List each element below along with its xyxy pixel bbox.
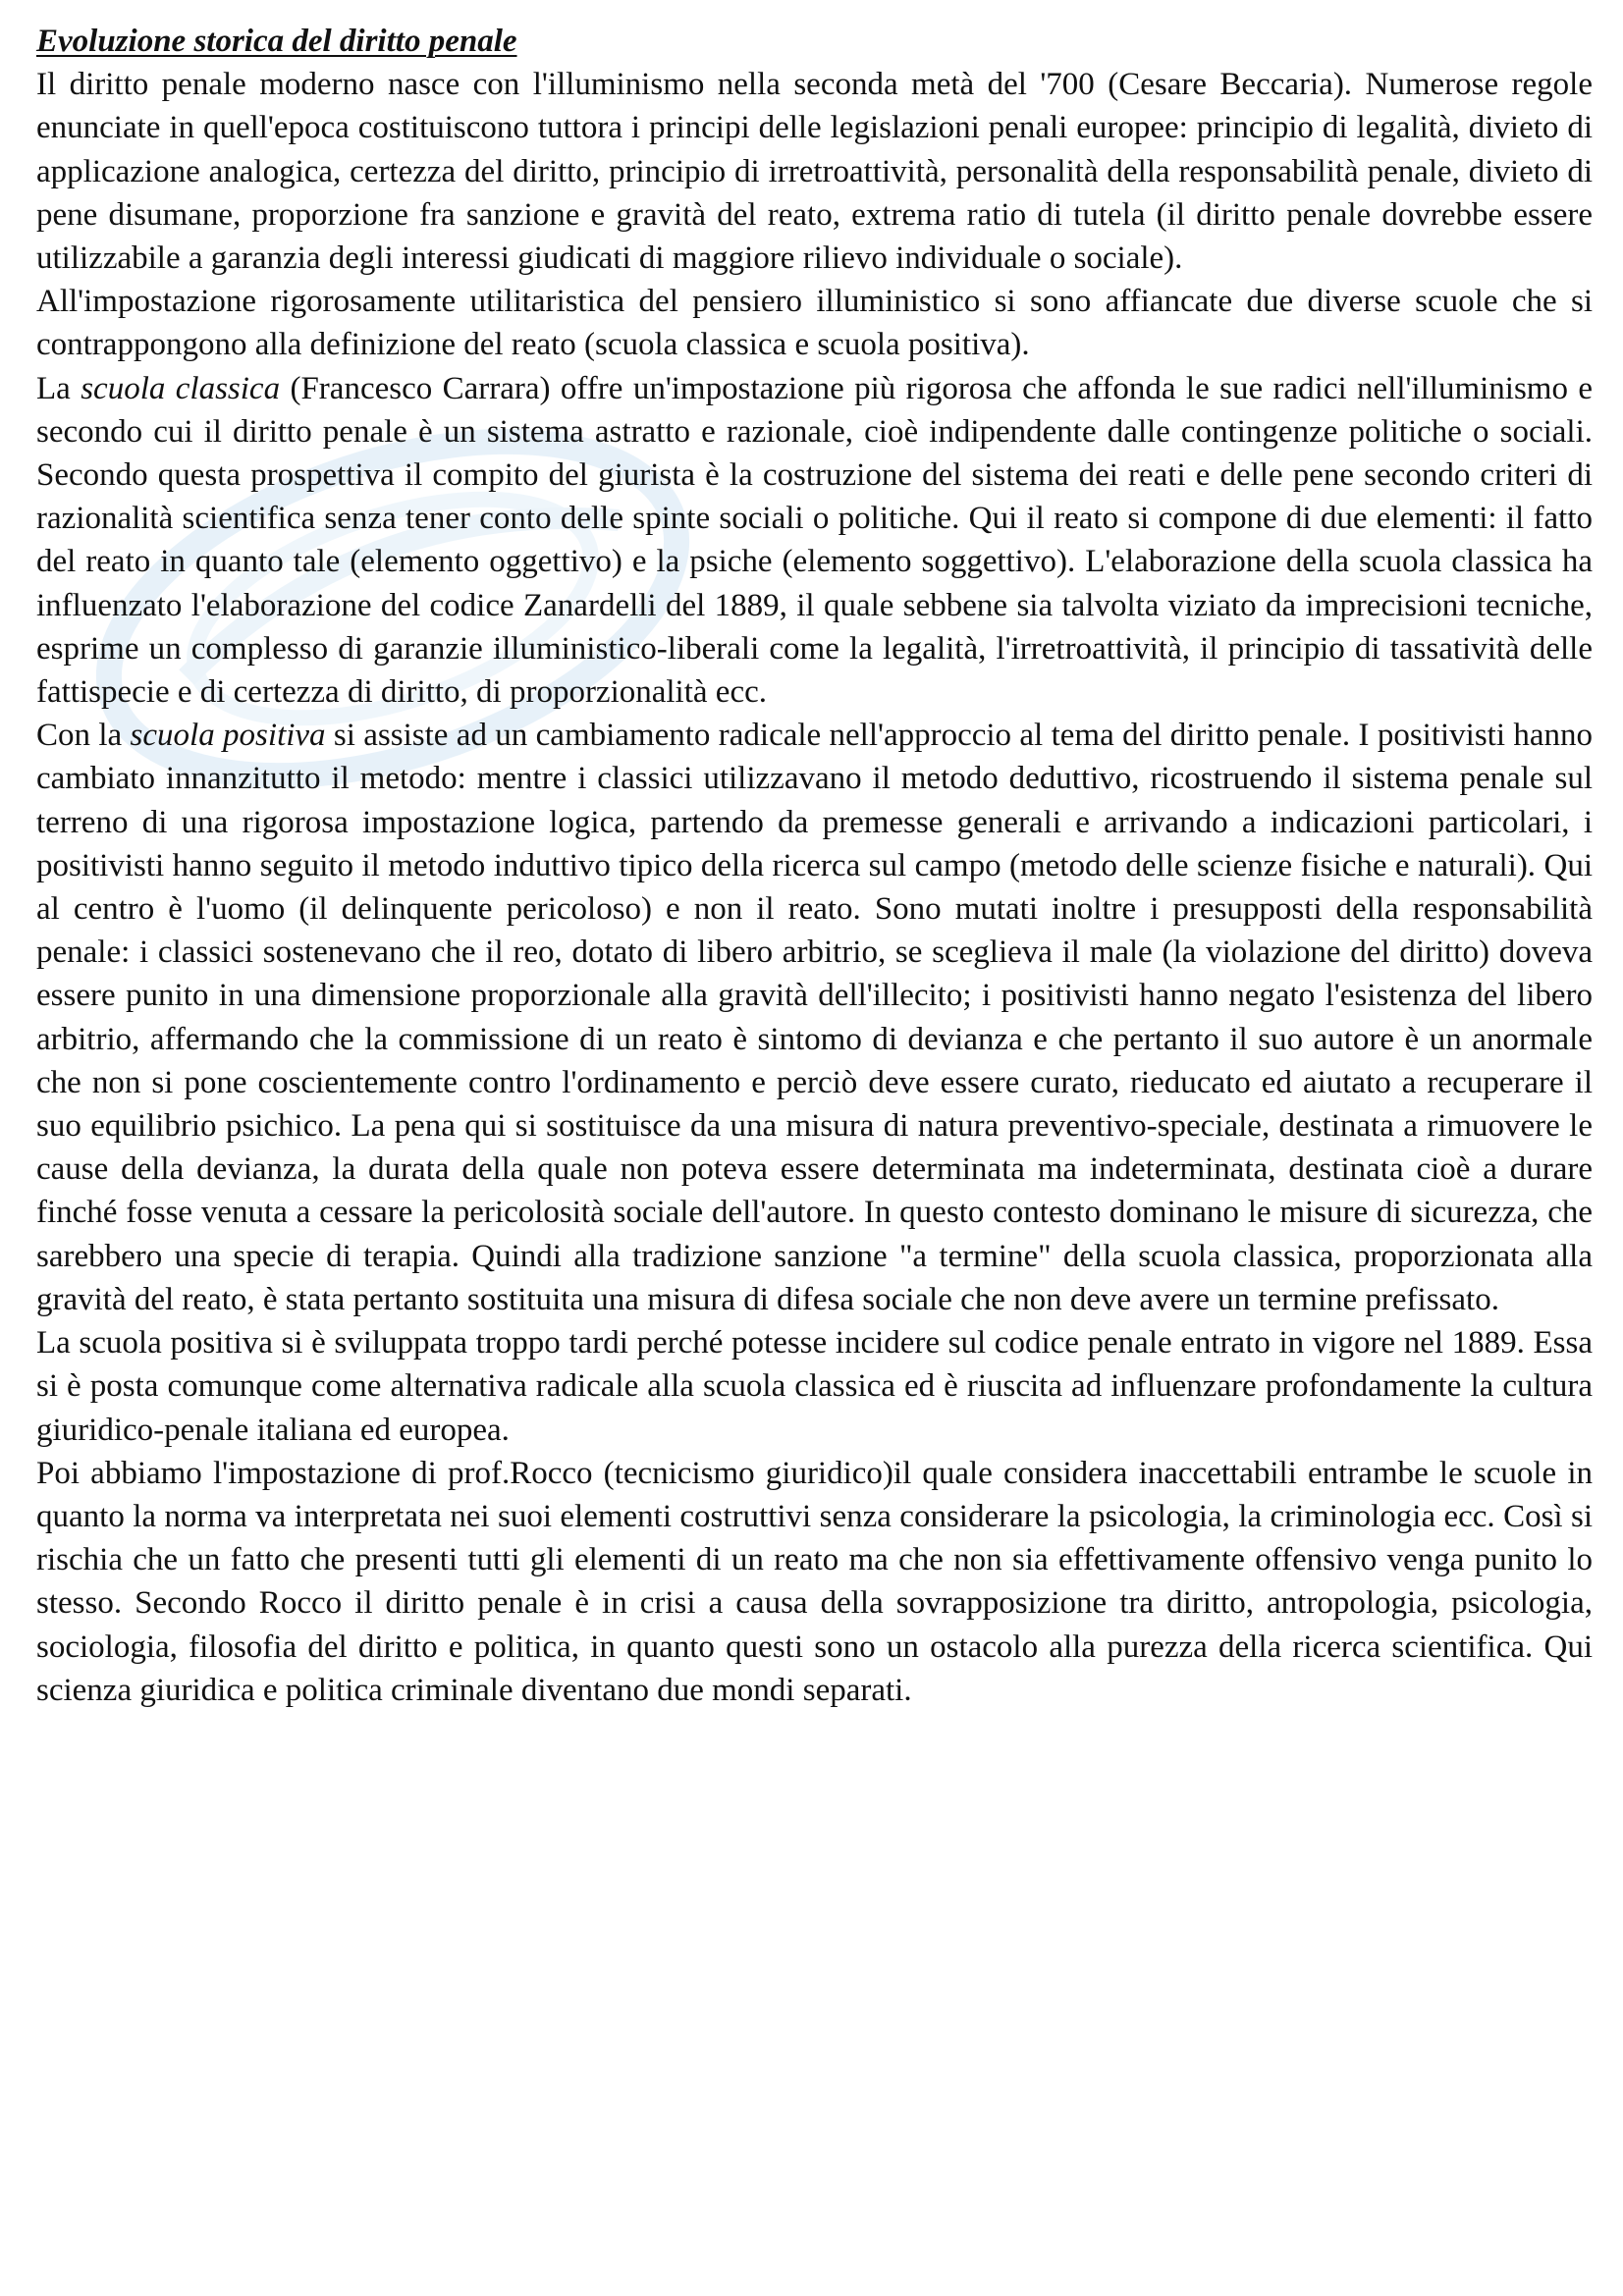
- paragraph: [36, 714, 1593, 1321]
- paragraph-text: Poi abbiamo l'impostazione di prof.Rocco (tecnicismo giuridico)il quale considera inaccettabili entrambe le scuole in quanto la norma va interpretata nei suoi elementi costruttivi senza considerare la psicologia, la criminologia ecc. Così si rischia che un fatto che presenti tutti gli elementi di un reato ma che non sia effettivamente offensivo venga punito lo stesso. Secondo Rocco il diritto penale è in crisi a causa della sovrapposizione tra diritto, antropologia, psicologia, sociologia, filosofia del diritto e politica, in quanto questi sono un ostacolo alla purezza della ricerca scientifica. Qui scienza giuridica e politica criminale diventano due mondi separati.: [36, 1455, 1593, 1708]
- paragraph-text: (Francesco Carrara) offre un'impostazione più rigorosa che affonda le sue radici nell'illuminismo e secondo cui il diritto penale è un sistema astratto e razionale, cioè indipendente dalle contingenze politiche o sociali. Secondo questa prospettiva il compito del giurista è la costruzione del sistema dei reati e delle pene secondo criteri di razionalità scientifica senza tener conto delle spinte sociali o politiche. Qui il reato si compone di due elementi: il fatto del reato in quanto tale (elemento oggettivo) e la psiche (elemento soggettivo). L'elaborazione della scuola classica ha influenzato l'elaborazione del codice Zanardelli del 1889, il quale sebbene sia talvolta viziato da imprecisioni tecniche, esprime un complesso di garanzie illuministico-liberali come la legalità, l'irretroattività, il principio di tassatività delle fattispecie e di certezza di diritto, di proporzionalità ecc.: [36, 370, 1594, 711]
- paragraph-text: si assiste ad un cambiamento radicale nell'approccio al tema del diritto penale. I positivisti hanno cambiato innanzitutto il metodo: mentre i classici utilizzavano il metodo deduttivo, ricostruendo il sistema penale sul terreno di una rigorosa impostazione logica, partendo da premesse generali e arrivando a indicazioni particolari, i positivisti hanno seguito il metodo induttivo tipico della ricerca sul campo (metodo delle scienze fisiche e naturali). Qui al centro è l'uomo (il delinquente pericoloso) e non il reato. Sono mutati inoltre i presupposti della responsabilità penale: i classici sostenevano che il reo, dotato di libero arbitrio, se sceglieva il male (la violazione del diritto) doveva essere punito in una dimensione proporzionale alla gravità dell'illecito; i positivisti hanno negato l'esistenza del libero arbitrio, affermando che la commissione di un reato è sintomo di devianza e che pertanto il suo autore è un anormale che non si pone coscientemente contro l'ordinamento e perciò deve essere curato, rieducato ed aiutato a recuperare il suo equilibrio psichico. La pena qui si sostituisce da una misura di natura preventivo-speciale, destinata a rimuovere le cause della devianza, la durata della quale non poteva essere determinata ma indeterminata, destinata cioè a durare finché fosse venuta a cessare la pericolosità sociale dell'autore. In questo contesto dominano le misure di sicurezza, che sarebbero una specie di terapia. Quindi alla tradizione sanzione "a termine" della scuola classica, proporzionata alla gravità del reato, è stata pertanto sostituita una misura di difesa sociale che non deve avere un termine prefissato.: [36, 718, 1594, 1317]
- paragraph: [36, 1321, 1593, 1452]
- paragraph-text: All'impostazione rigorosamente utilitaristica del pensiero illuministico si sono affiancate due diverse scuole che si contrappongono alla definizione del reato (scuola classica e scuola positiva).: [36, 284, 1593, 363]
- paragraph-text: La scuola positiva si è sviluppata troppo tardi perché potesse incidere sul codice penale entrato in vigore nel 1889. Essa si è posta comunque come alternativa radicale alla scuola classica ed è riuscita ad influenzare profondamente la cultura giuridico-penale italiana ed europea.: [36, 1325, 1593, 1448]
- italic-term: scuola positiva: [130, 718, 326, 754]
- document-body: [36, 63, 1593, 1712]
- italic-term: scuola classica: [81, 370, 281, 406]
- paragraph-text: La: [36, 370, 81, 406]
- paragraph: [36, 63, 1593, 280]
- document-page: [36, 20, 1593, 1712]
- document-title: Evoluzione storica del diritto penale: [36, 24, 517, 59]
- paragraph: [36, 367, 1593, 715]
- paragraph-text: Con la: [36, 718, 131, 754]
- paragraph: [36, 280, 1593, 366]
- paragraph-text: Il diritto penale moderno nasce con l'illuminismo nella seconda metà del '700 (Cesare Beccaria). Numerose regole enunciate in quell'epoca costituiscono tuttora i principi delle legislazioni penali europee: principio di legalità, divieto di applicazione analogica, certezza del diritto, principio di irretroattività, personalità della responsabilità penale, divieto di pene disumane, proporzione fra sanzione e gravità del reato, extrema ratio di tutela (il diritto penale dovrebbe essere utilizzabile a garanzia degli interessi giudicati di maggiore rilievo individuale o sociale).: [36, 67, 1593, 277]
- paragraph: [36, 1452, 1593, 1712]
